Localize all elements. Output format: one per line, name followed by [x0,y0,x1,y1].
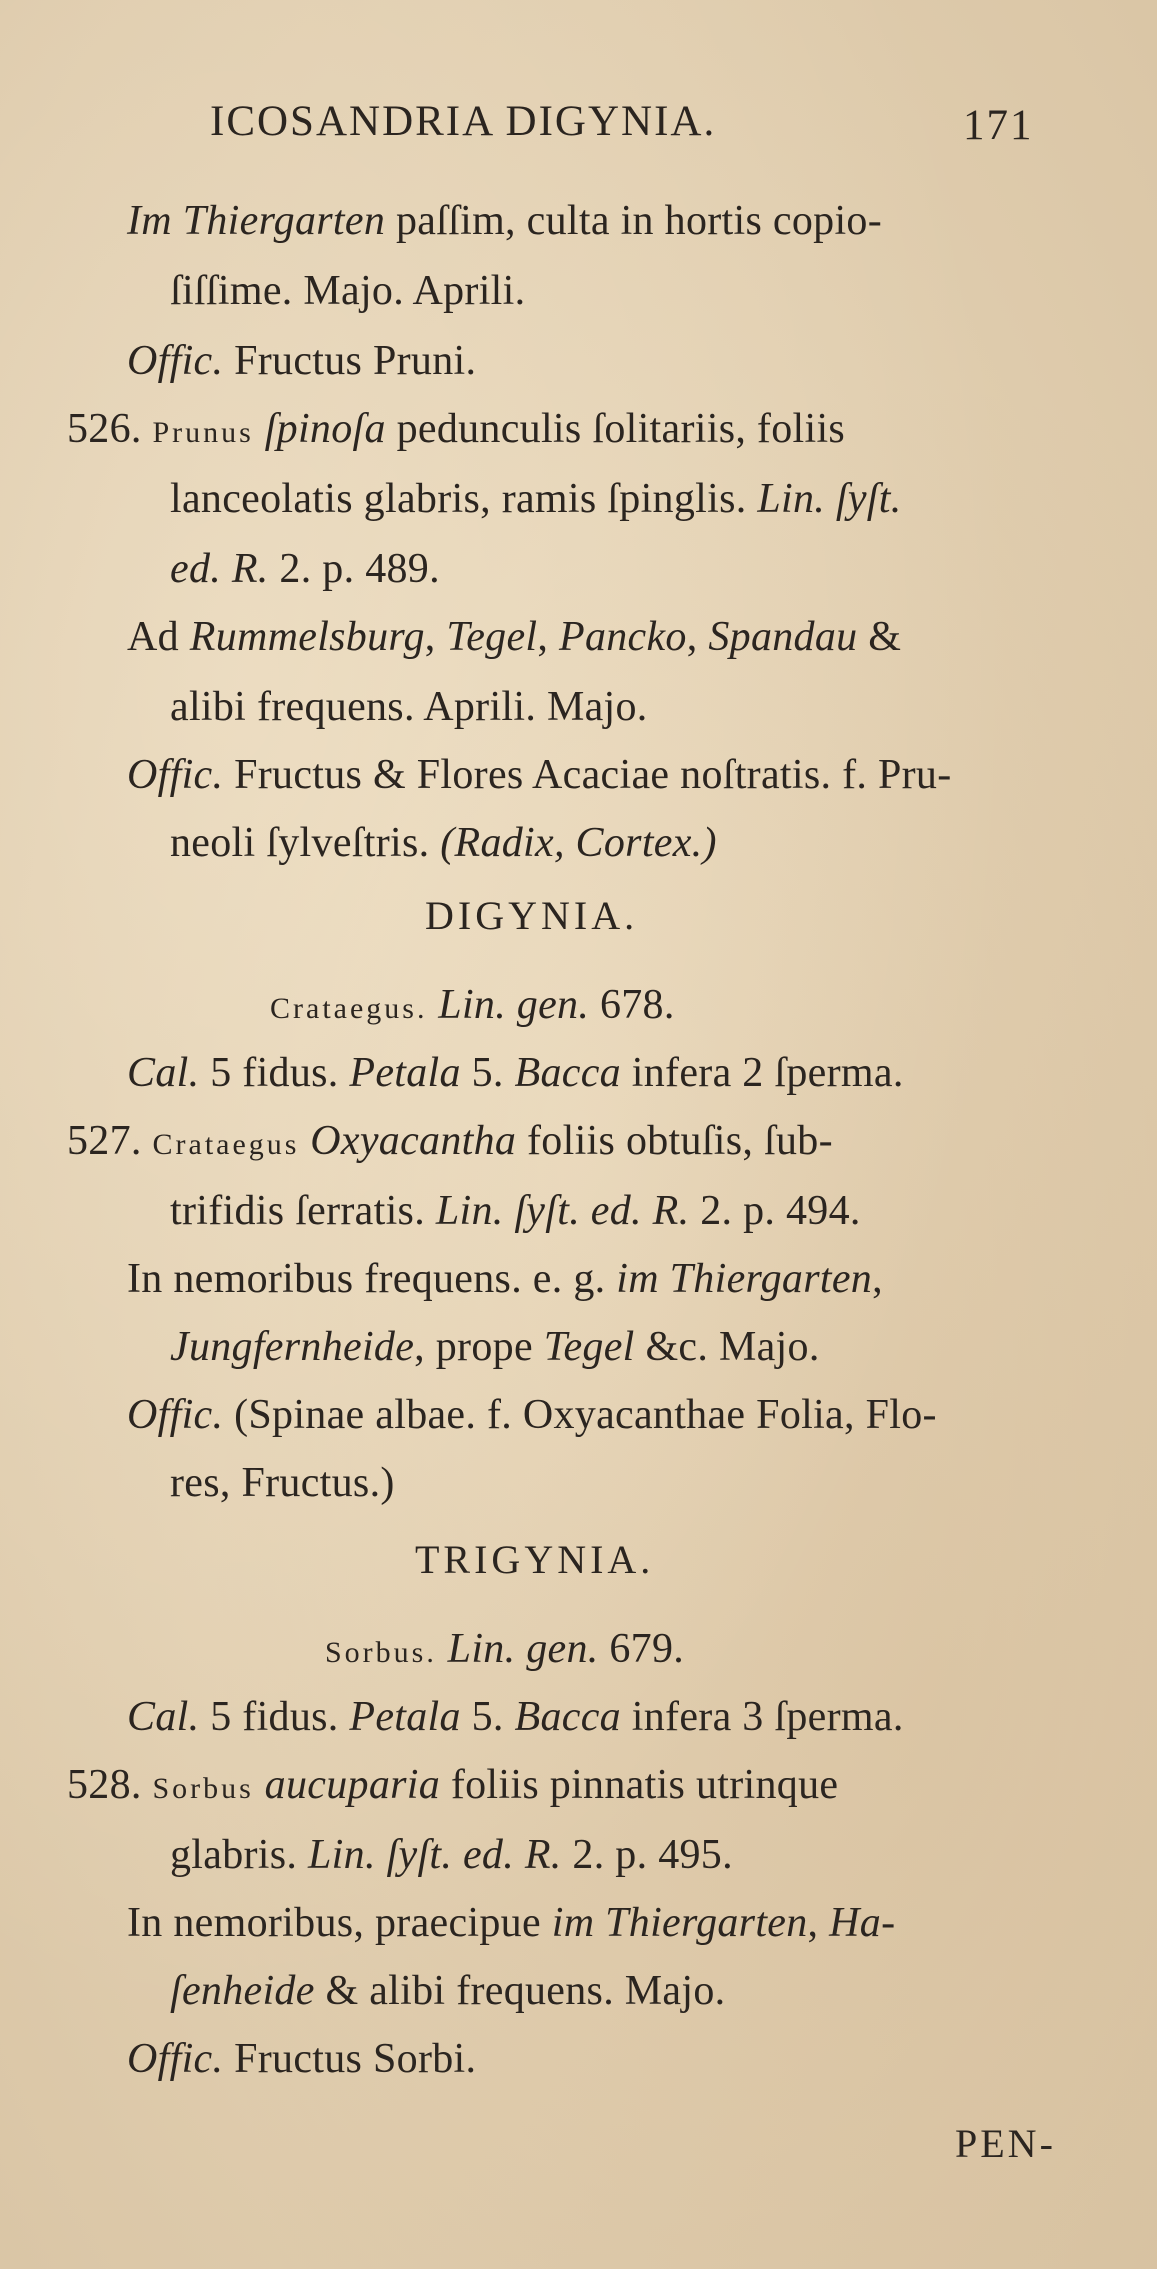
text-line [127,754,952,796]
text-run: , [686,614,709,660]
text-line [127,1696,904,1738]
text-run: Fructus Sorbi. [223,2036,477,2082]
italic-text: aucuparia [264,1762,441,1808]
text-run: infera 2 ſperma. [620,1050,904,1096]
italic-text: Lin. ſyſt. ed. R. [435,1188,690,1234]
text-line [127,1052,904,1094]
text-run: 2. p. 494. [689,1188,861,1234]
italic-text: Offic. [127,338,224,384]
text-run: paſſim, culta in hortis copio- [385,198,883,244]
text-run: Prunus [152,416,254,449]
text-run: TRIGYNIA. [415,1537,655,1582]
text-run: 5 fidus. [199,1050,350,1096]
italic-text: Jungfernheide [170,1324,415,1370]
section-heading-trigynia [415,1537,655,1582]
text-line [127,200,882,242]
text-run: 2. p. 489. [268,546,440,592]
italic-text: ed. R. [170,546,269,592]
italic-text: Offic. [127,2036,224,2082]
italic-text: Petala [349,1694,461,1740]
italic-text: Tegel [543,1324,635,1370]
italic-text: Oxyacantha [310,1118,517,1164]
text-run: PEN- [955,2121,1056,2166]
text-run: (Spinae albae. f. Oxyacanthae Folia, Flo- [223,1392,937,1438]
italic-text: Im Thiergarten [127,198,386,244]
text-run [437,1626,448,1672]
italic-text: Cal. [127,1694,200,1740]
italic-text: im Thiergarten [551,1900,808,1946]
text-run: neoli ſylveſtris. [170,820,441,866]
text-run: glabris. [170,1832,309,1878]
text-run: , prope [414,1324,544,1370]
text-line [170,1970,725,2012]
text-run: res, Fructus.) [170,1460,395,1506]
text-run: foliis obtuſis, ſub- [516,1118,833,1164]
text-run: Fructus & Flores Acaciae noſtratis. f. Pru- [223,752,952,798]
italic-text: Bacca [514,1694,621,1740]
text-line [170,822,717,864]
text-run: 5. [460,1694,515,1740]
text-run: Crataegus. [270,992,428,1025]
text-line [170,478,902,520]
italic-text: Lin. ſyſt. ed. R. [308,1832,562,1878]
text-line [127,2038,476,2080]
italic-text: im Thiergarten [616,1256,873,1302]
italic-text: Offic. [127,752,224,798]
italic-text: Cal. [127,1050,200,1096]
text-run: Fructus Pruni. [223,338,477,384]
text-run: Crataegus [152,1128,300,1161]
text-line [170,686,648,728]
italic-text: Petala [349,1050,461,1096]
text-line [170,1462,395,1504]
text-run: pedunculis ſolitariis, foliis [385,406,846,452]
text-run: 528. [67,1762,153,1808]
genus-heading-crataegus [270,984,675,1026]
text-run: 679. [598,1626,685,1672]
text-line [170,1326,820,1368]
italic-text: Lin. gen. [447,1626,599,1672]
text-run: infera 3 ſperma. [620,1694,904,1740]
text-run: 678. [589,982,675,1028]
species-entry-527 [67,1120,833,1162]
text-run: ICOSANDRIA DIGYNIA. [210,98,717,145]
text-run: Sorbus. [325,1636,437,1669]
text-run: trifidis ſerratis. [170,1188,436,1234]
text-line [127,1394,937,1436]
italic-text: Lin. ſyſt. [757,476,902,522]
text-run: 2. p. 495. [561,1832,733,1878]
running-header [210,100,716,143]
text-run: , [537,614,559,660]
text-line [127,340,476,382]
text-run: lanceolatis glabris, ramis ſpinglis. [170,476,758,522]
catchword [955,2121,1056,2166]
text-run [254,1762,265,1808]
text-run: &c. Majo. [634,1324,820,1370]
text-run: 5 fidus. [199,1694,350,1740]
text-run: DIGYNIA. [425,893,639,938]
species-entry-526 [67,408,845,450]
italic-text: Ha- [829,1900,896,1946]
italic-text: Spandau [708,614,858,660]
text-line [127,1258,883,1300]
text-line [127,1902,895,1944]
text-run: foliis pinnatis utrinque [440,1762,839,1808]
page-number [963,104,1034,147]
italic-text: Rummelsburg [189,614,425,660]
text-line [170,548,440,590]
text-line [170,270,525,312]
text-run: 5. [460,1050,515,1096]
italic-text: Lin. gen. [438,982,590,1028]
text-run: & alibi frequens. Majo. [314,1968,726,2014]
italic-text: (Radix, Cortex.) [440,820,717,866]
text-run: In nemoribus, praecipue [127,1900,552,1946]
text-run [427,982,438,1028]
text-run [299,1118,310,1164]
text-run: alibi frequens. Aprili. Majo. [170,684,648,730]
text-run: Sorbus [152,1772,254,1805]
italic-text: Pancko [558,614,687,660]
text-run: 526. [67,406,153,452]
italic-text: Offic. [127,1392,224,1438]
species-entry-528 [67,1764,838,1806]
text-line [170,1834,733,1876]
text-run: , [424,614,447,660]
italic-text: Tegel [446,614,538,660]
text-run: 171 [963,102,1034,149]
italic-text: ſenheide [170,1968,315,2014]
text-run: , [807,1900,830,1946]
italic-text: ſpinoſa [264,406,386,452]
genus-heading-sorbus [325,1628,684,1670]
italic-text: Bacca [514,1050,621,1096]
text-run: Ad [127,614,190,660]
text-line [127,616,901,658]
text-run: , [872,1256,883,1302]
text-run: 527. [67,1118,153,1164]
section-heading-digynia [425,893,639,938]
text-line [170,1190,861,1232]
text-run: ſiſſime. Majo. Aprili. [170,268,526,314]
text-run: & [857,614,902,660]
text-run: In nemoribus frequens. e. g. [127,1256,617,1302]
text-run [254,406,265,452]
